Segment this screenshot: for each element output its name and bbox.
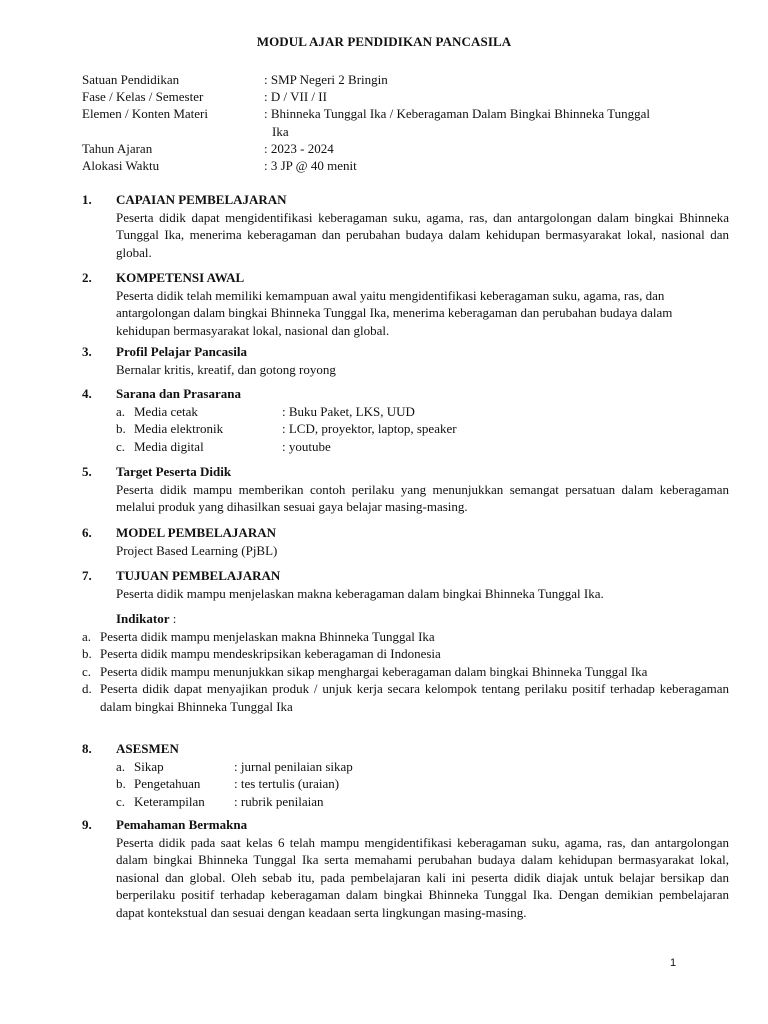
section-heading <box>82 385 729 403</box>
indicator-text: Peserta didik mampu menjelaskan makna Bhinneka Tunggal Ika <box>100 628 435 644</box>
section-tujuan <box>82 567 729 602</box>
section-pemahaman <box>82 816 729 922</box>
list-letter: d. <box>82 681 92 697</box>
meta-value: : SMP Negeri 2 Bringin <box>264 72 388 87</box>
meta-label: Elemen / Konten Materi <box>82 106 208 122</box>
section-number: 4. <box>82 386 92 401</box>
list-item <box>116 403 729 421</box>
list-letter: a. <box>116 403 126 419</box>
list-item <box>116 775 729 793</box>
list-value: : youtube <box>282 438 331 454</box>
section-heading <box>82 191 729 209</box>
list-letter: b. <box>82 646 92 662</box>
section-sarana <box>82 385 729 455</box>
indicator-text: Peserta didik dapat menyajikan produk / unjuk kerja secara kelompok tentang perilaku positif terhadap keberagaman dalam bingkai Bhinneka Tunggal Ika <box>100 681 729 714</box>
section-title: KOMPETENSI AWAL <box>116 270 245 285</box>
section-number: 9. <box>82 817 92 832</box>
meta-value-group <box>262 105 732 139</box>
list-letter: a. <box>116 758 126 774</box>
section-number: 6. <box>82 525 92 540</box>
section-heading <box>82 816 729 834</box>
section-text: Bernalar kritis, kreatif, dan gotong royong <box>116 361 336 377</box>
list-label: Keterampilan <box>134 793 205 809</box>
list-item <box>116 438 729 456</box>
section-target <box>82 463 729 516</box>
page-number: 1 <box>670 957 677 969</box>
assessment-list <box>82 758 729 811</box>
section-asesmen <box>82 740 729 810</box>
section-text: Peserta didik pada saat kelas 6 telah mampu mengidentifikasi keberagaman suku, agama, ras, dan antargolongan dalam bingkai Bhinneka Tunggal Ika serta memahami perubahan budaya dalam kehidupan bermasyarakat lokal, nasional dan global. Oleh sebab itu, pada pembelajaran kali ini peserta didik diajak untuk belajar bersikap dan berperilaku positif terhadap keberagaman dalam bingkai Bhinneka Tunggal Ika. Dengan demikian pembelajaran dapat kontekstual dan sesuai dengan keadaan serta lingkungan masing-masing. <box>116 834 729 920</box>
indicator-list <box>82 628 729 716</box>
list-letter: a. <box>82 628 92 644</box>
list-label: Media elektronik <box>134 421 224 437</box>
meta-value: : Bhinneka Tunggal Ika / Keberagaman Dalam Bingkai Bhinneka Tunggal <box>264 106 650 122</box>
section-title: Sarana dan Prasarana <box>116 386 241 401</box>
list-letter: b. <box>116 421 126 437</box>
section-text: Peserta didik mampu menjelaskan makna keberagaman dalam bingkai Bhinneka Tunggal Ika. <box>116 585 604 601</box>
section-title: Target Peserta Didik <box>116 464 232 479</box>
meta-row-phase <box>82 88 732 105</box>
media-list <box>82 403 729 456</box>
list-letter: c. <box>116 438 126 454</box>
meta-value: : D / VII / II <box>264 89 327 105</box>
meta-label: Satuan Pendidikan <box>82 72 180 87</box>
section-model <box>82 524 729 559</box>
section-profil <box>82 343 729 378</box>
section-text: Peserta didik telah memiliki kemampuan awal yaitu mengidentifikasi keberagaman suku, agama, ras, dan antargolongan dalam bingkai Bhinneka Tunggal Ika, menerima keberagaman dan perubahan budaya dalam kehidupan bermasyarakat lokal, nasional dan global. <box>116 287 673 338</box>
section-heading <box>82 524 729 542</box>
indicator-colon: : <box>169 611 177 626</box>
meta-label: Alokasi Waktu <box>82 158 160 174</box>
meta-row-year <box>82 140 732 157</box>
section-text: Peserta didik dapat mengidentifikasi keberagaman suku, agama, ras, dan antargolongan dalam bingkai Bhinneka Tunggal Ika, menerima keberagaman dan perubahan budaya dalam kehidupan bermasyarakat lokal, nasional dan global. <box>116 209 729 260</box>
list-item <box>116 793 729 811</box>
section-heading <box>82 343 729 361</box>
meta-label: Fase / Kelas / Semester <box>82 89 204 105</box>
meta-row-school <box>82 71 732 88</box>
section-title: CAPAIAN PEMBELAJARAN <box>116 192 287 207</box>
list-item <box>82 645 729 663</box>
list-item <box>116 420 729 438</box>
indicator-block <box>82 610 729 716</box>
list-value: : Buku Paket, LKS, UUD <box>282 403 415 419</box>
list-letter: c. <box>116 793 126 809</box>
list-item <box>82 663 729 681</box>
list-value: : tes tertulis (uraian) <box>234 776 340 792</box>
meta-row-element <box>82 105 732 139</box>
section-text: Project Based Learning (PjBL) <box>116 542 278 558</box>
section-number: 7. <box>82 568 92 583</box>
list-label: Pengetahuan <box>134 776 201 792</box>
module-identity-block <box>82 71 732 174</box>
list-value: : LCD, proyektor, laptop, speaker <box>282 421 457 437</box>
section-text: Peserta didik mampu memberikan contoh perilaku yang menunjukkan semangat persatuan dalam keberagaman melalui produk yang dihasilkan sesuai gaya belajar masing-masing. <box>116 481 729 515</box>
section-title: TUJUAN PEMBELAJARAN <box>116 568 281 583</box>
section-title: Profil Pelajar Pancasila <box>116 344 247 359</box>
list-letter: c. <box>82 663 92 679</box>
indicator-title: Indikator <box>116 611 170 626</box>
meta-value: : 3 JP @ 40 menit <box>264 158 357 174</box>
list-label: Media digital <box>134 438 204 454</box>
list-letter: b. <box>116 776 126 792</box>
indicator-heading <box>82 610 729 628</box>
meta-value: : 2023 - 2024 <box>264 140 334 156</box>
section-title: Pemahaman Bermakna <box>116 817 248 832</box>
section-number: 3. <box>82 344 92 359</box>
document-title: MODUL AJAR PENDIDIKAN PANCASILA <box>256 34 512 49</box>
list-label: Sikap <box>134 758 164 774</box>
section-number: 1. <box>82 192 92 207</box>
meta-label: Tahun Ajaran <box>82 140 153 156</box>
list-item <box>82 628 729 646</box>
meta-row-time <box>82 157 732 174</box>
section-heading <box>82 463 729 481</box>
section-kompetensi <box>82 269 729 339</box>
section-number: 2. <box>82 270 92 285</box>
section-title: ASESMEN <box>116 741 179 756</box>
list-value: : rubrik penilaian <box>234 793 324 809</box>
list-item <box>116 758 729 776</box>
indicator-text: Peserta didik mampu menunjukkan sikap menghargai keberagaman dalam bingkai Bhinneka Tunggal Ika <box>100 663 648 679</box>
section-title: MODEL PEMBELAJARAN <box>116 525 276 540</box>
list-item <box>82 680 729 715</box>
section-number: 5. <box>82 464 92 479</box>
list-value: : jurnal penilaian sikap <box>234 758 353 774</box>
meta-value-continuation: Ika <box>272 123 289 139</box>
section-heading <box>82 567 729 585</box>
section-heading <box>82 269 729 287</box>
list-label: Media cetak <box>134 403 198 419</box>
section-heading <box>82 740 729 758</box>
indicator-text: Peserta didik mampu mendeskripsikan keberagaman di Indonesia <box>100 646 441 662</box>
section-number: 8. <box>82 741 92 756</box>
section-capaian <box>82 191 729 261</box>
